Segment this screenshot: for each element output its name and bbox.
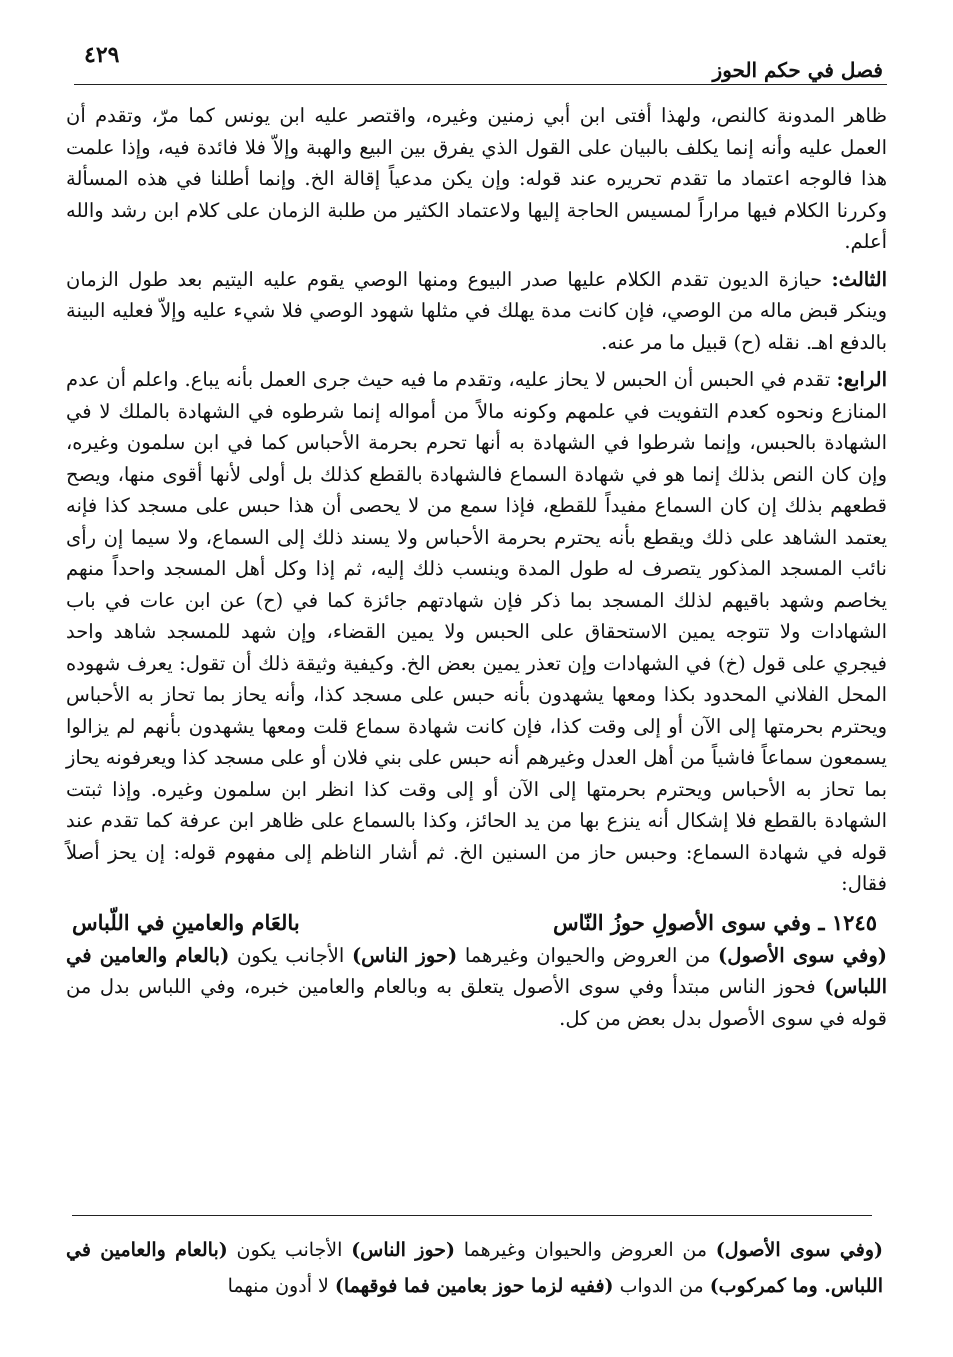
footnote-quote-1: (وفي سوى الأصول): [715, 1239, 883, 1261]
page-header: [74, 38, 887, 85]
footnote-divider: [72, 1215, 872, 1216]
paragraph-fourth: [66, 364, 887, 900]
commentary-text-2: الأجانب يكون: [229, 943, 352, 967]
footnote-text-3: من الدواب: [613, 1275, 710, 1297]
paragraph-third: [66, 264, 887, 359]
commentary-text-1: من العروض والحيوان وغيرهما: [457, 943, 719, 967]
footnote-quote-3: (بالعام والعامين في اللباس. وما كمركوب): [66, 1239, 883, 1297]
main-text: [66, 100, 887, 1034]
page-number: ٤٢٩: [84, 42, 120, 68]
paragraph-commentary: [66, 940, 887, 1035]
verse-number: ١٢٤٥ ـ: [818, 909, 877, 935]
paragraph-third-text: حيازة الديون تقدم الكلام عليها صدر البيوع ومنها الوصي يقوم عليه اليتيم بعد طول الزمان وينكر قبض ماله من الوصي، فإن كانت مدة يهلك في مثلها شهود الوصي فلا شيء عليه وإلاّ فعليه البينة بالدفع اهـ. نقله (ح) قبيل ما مر عنه.: [66, 267, 887, 354]
footnote-text-2: الأجانب يكون: [227, 1239, 352, 1261]
section-label-fourth: الرابع:: [836, 368, 887, 391]
commentary-quote-1: (وفي سوى الأصول): [718, 943, 887, 967]
commentary-quote-3: (بالعام والعامين في اللباس): [66, 943, 887, 998]
paragraph-fourth-text: تقدم في الحبس أن الحبس لا يحاز عليه، وتقدم ما فيه حيث جرى العمل بأنه يباع. واعلم أن عدم المنازع ونحوه كعدم التفويت في علمهم وكونه مالاً من أمواله إنما شرطوه في الشهادة بالملك لا في الشهادة بالحبس، وإنما شرطوا في الشهادة به أنها تحرم بحرمة الأحباس كما في ابن سلمون وغيره، وإن كان النص بذلك إنما هو في شهادة السماع فالشهادة بالقطع كذلك بل أولى لأنها أقوى منها، ويصح قطعهم بذلك إن كان السماع مفيداً للقطع، فإذا سمع من لا يحصى أن هذا حبس على مسجد كذا فإنه يعتمد الشاهد على ذلك ويقطع بأنه يحترم بحرمة الأحباس ولا يسند ذلك إلى السماع، ولا سيما إن رأى نائب المسجد المذكور يتصرف له طول المدة وينسب ذلك إليه، ثم إذا وكل أهل المسجد واحداً منهم يخاصم وشهد باقيهم لذلك المسجد بما ذكر فإن شهادتهم جائزة كما في (ح) عن ابن عات في باب الشهادات ولا تتوجه يمين الاستحقاق على الحبس ولا يمين القضاء، وإن شهد للمسجد شاهد واحد فيجري على قول (خ) في الشهادات وإن تعذر يمين بعض الخ. وكيفية وثيقة ذلك أن تقول: يعرف شهوده المحل الفلاني المحدود بكذا ومعها يشهدون بأنه حبس على مسجد كذا، وأنه يحاز بما تحاز به الأحباس ويحترم بحرمتها إلى الآن أو إلى وقت كذا، فإن كانت شهادة سماع قلت ومعها يشهدون بأنهم لم يزالوا يسمعون سماعاً فاشياً من أهل العدل وغيرهم أنه حبس على بني فلان أو على مسجد كذا ويعرفونه يحاز بما تحاز به الأحباس ويحترم بحرمتها إلى الآن أو إلى وقت كذا انظر ابن سلمون وغيره. وإذا ثبتت الشهادة بالقطع فلا إشكال أنه ينزع بها من يد الحائز، وكذا بالسماع على ظاهر ابن عرفة كما تقدم عند قوله في شهادة السماع: وحبس حاز من السنين الخ. ثم أشار الناظم إلى مفهوم قوله: إن يحز أصلاً فقال:: [66, 368, 887, 895]
footnote: [66, 1232, 883, 1304]
commentary-text-3: فحوز الناس مبتدأ وفي سوى الأصول يتعلق به وبالعام والعامين خبره، وفي اللباس بدل من قوله في سوى الأصول بدل بعض من كل.: [66, 975, 887, 1030]
verse-hemistich-1: وفي سوى الأصولِ حوزُ النّاس: [552, 909, 812, 935]
footnote-quote-4: (ففيه لزما حوز بعامين فما فوقهما): [334, 1275, 614, 1297]
footnote-text-1: من العروض والحيوان وغيرهما: [455, 1239, 716, 1261]
verse-first-half: [553, 906, 877, 940]
verse-hemistich-2: بالعَام والعامينِ في اللّباس: [72, 909, 300, 935]
footnote-quote-2: (حوز الناس): [351, 1239, 456, 1261]
running-title: فصل في حكم الحوز: [712, 58, 883, 82]
paragraph-continuation: ظاهر المدونة كالنص، ولهذا أفتى ابن أبي زمنين وغيره، واقتصر عليه ابن يونس كما مرّ، وتقدم أن العمل عليه وأنه إنما يكلف بالبيان على القول الذي يفرق بين البيع والهبة وإلاّ فلا فائدة فيه، وإذا علمت هذا فالوجه اعتماد ما تقدم تحريره عند قوله: وإن يكن مدعياً إقالة الخ. وإنما أطلنا في هذه المسألة وكررنا الكلام فيها مراراً لمسيس الحاجة إليها ولاعتماد الكثير من طلبة الزمان على كلام ابن رشد والله أعلم.: [66, 104, 887, 253]
commentary-quote-2: (حوز الناس): [351, 943, 458, 967]
section-label-third: الثالث:: [831, 267, 887, 291]
verse-line: [66, 906, 887, 940]
footnote-text-4: لا أدون منهما: [227, 1275, 335, 1297]
